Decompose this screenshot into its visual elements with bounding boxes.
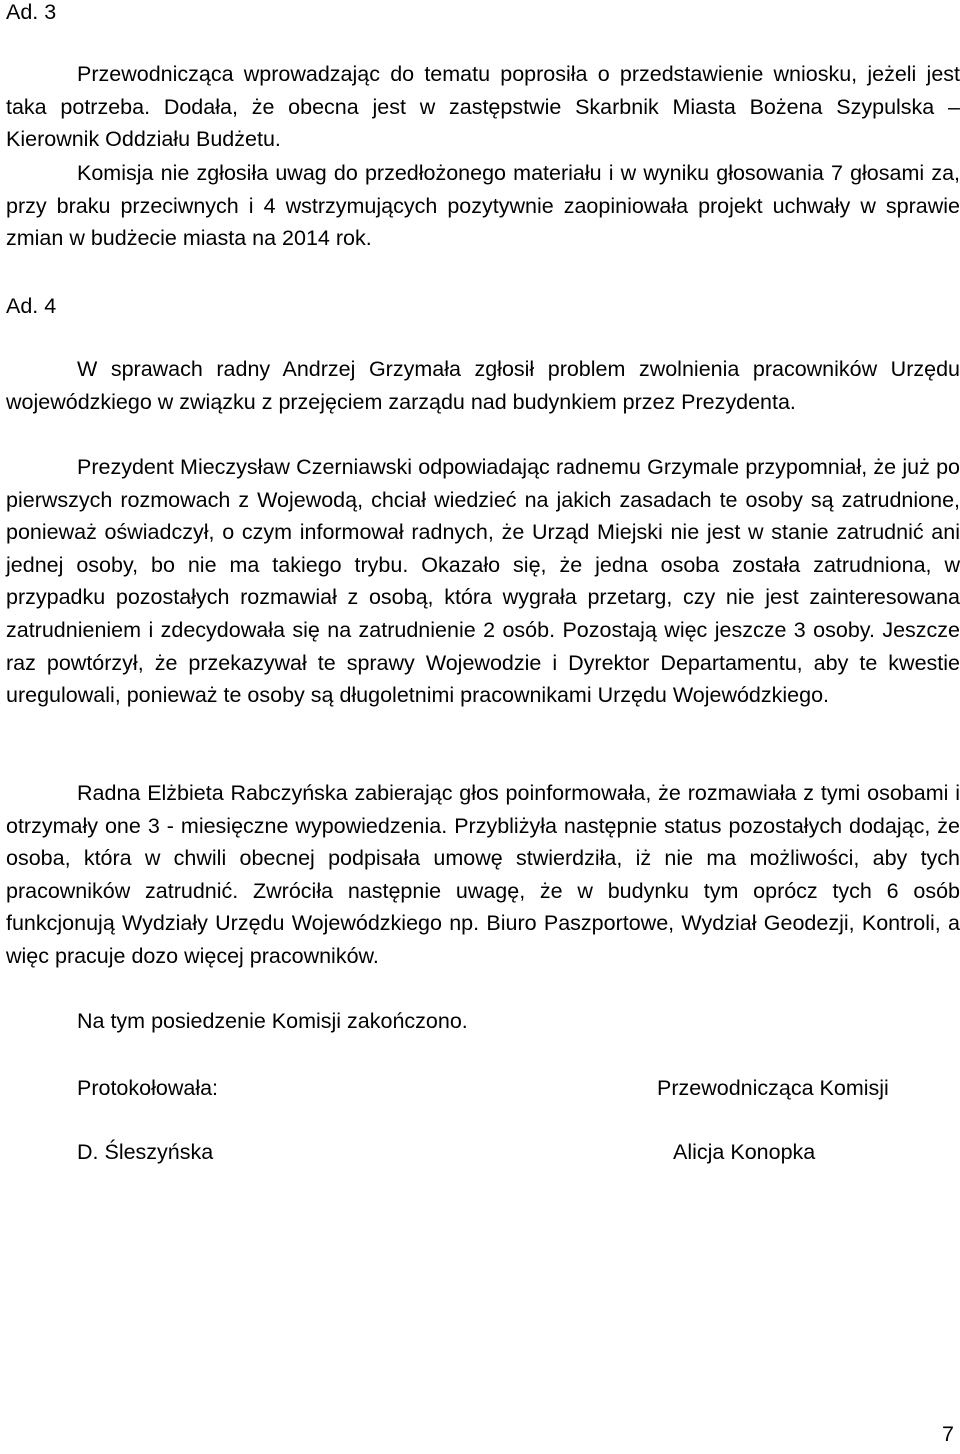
paragraph-grzymala-issue: W sprawach radny Andrzej Grzymała zgłosił problem zwolnienia pracowników Urzędu wojewódzkiego w związku z przejęciem zarządu nad budynkiem przez Prezydenta. (6, 357, 960, 414)
paragraph-chair-intro: Przewodnicząca wprowadzając do tematu poprosiła o przedstawienie wniosku, jeżeli jest taka potrzeba. Dodała, że obecna jest w zastępstwie Skarbnik Miasta Bożena Szypulska – Kierownik Oddziału Budżetu. (6, 62, 960, 152)
paragraph-commission-vote: Komisja nie zgłosiła uwag do przedłożonego materiału i w wyniku głosowania 7 głosami za, przy braku przeciwnych i 4 wstrzymujących pozytywnie zaopiniowała projekt uchwały w sprawie zmian w budżecie miasta na 2014 rok. (6, 161, 960, 251)
paragraph-meeting-closed: Na tym posiedzenie Komisji zakończono. (77, 1009, 468, 1033)
section-heading-ad3: Ad. 3 (6, 0, 57, 24)
section-heading-ad4: Ad. 4 (6, 294, 57, 318)
page-number: 7 (942, 1422, 954, 1446)
signature-left-name: D. Śleszyńska (77, 1140, 214, 1164)
signature-right-name: Alicja Konopka (673, 1140, 816, 1164)
paragraph-rabczynska-statement: Radna Elżbieta Rabczyńska zabierając głos poinformowała, że rozmawiała z tymi osobami i otrzymały one 3 - miesięczne wypowiedzenia. Przybliżyła następnie status pozostałych dodając, że osoba, która w chwili obecnej podpisała umowę stwierdziła, iż nie ma możliwości, aby tych pracowników zatrudnić. Zwróciła następnie uwagę, że w budynku tym oprócz tych 6 osób funkcjonują Wydziały Urzędu Wojewódzkiego np. Biuro Paszportowe, Wydział Geodezji, Kontroli, a więc pracuje dozo więcej pracowników. (6, 781, 960, 968)
signature-left-role: Protokołowała: (77, 1076, 219, 1100)
paragraph-president-reply: Prezydent Mieczysław Czerniawski odpowiadając radnemu Grzymale przypomniał, że już po pierwszych rozmowach z Wojewodą, chciał wiedzieć na jakich zasadach te osoby są zatrudnione, ponieważ oświadczył, o czym informował radnych, że Urząd Miejski nie jest w stanie zatrudnić ani jednej osoby, bo nie ma takiego trybu. Okazało się, że jedna osoba została zatrudniona, w przypadku pozostałych rozmawiał z osobą, która wygrała przetarg, czy nie jest zainteresowana zatrudnieniem i zdecydowała się na zatrudnienie 2 osób. Pozostają więc jeszcze 3 osoby. Jeszcze raz powtórzył, że przekazywał te sprawy Wojewodzie i Dyrektor Departamentu, aby te kwestie uregulowali, ponieważ te osoby są długoletnimi pracownikami Urzędu Wojewódzkiego. (6, 455, 960, 708)
signature-right-role: Przewodnicząca Komisji (657, 1076, 889, 1100)
